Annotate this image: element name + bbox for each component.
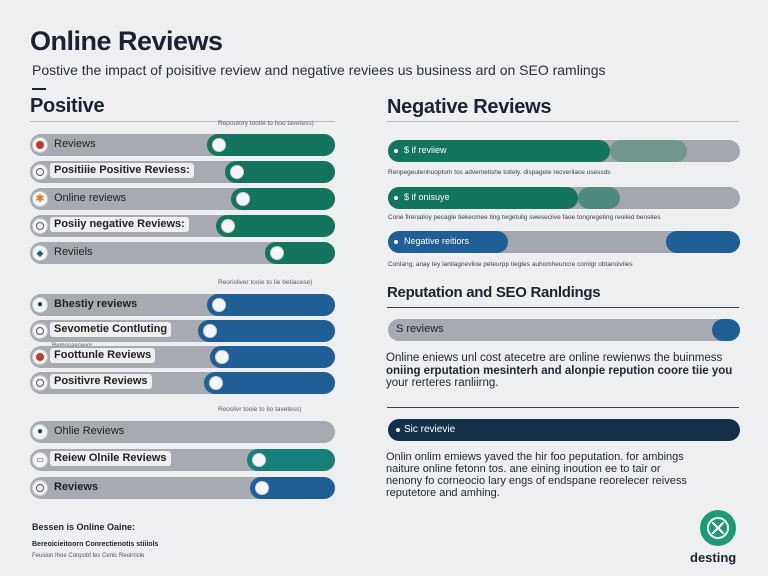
negative-bar-segment [578, 187, 620, 209]
row-toggle-knob[interactable] [230, 165, 244, 179]
negative-bar-segment [610, 140, 687, 162]
row-fill [207, 134, 335, 156]
row-label: Reiew Olnile Reviews [50, 451, 171, 466]
seo-bar[interactable] [388, 319, 740, 341]
negative-bar-3[interactable] [388, 231, 740, 253]
row-toggle-knob[interactable] [270, 246, 284, 260]
negative-note-2: Cone firenatioy pecagle tiekecmee ting twgetulig sweseciive faoe tongregeting reoiled bensites [388, 214, 661, 221]
row-label: Reviiels [54, 246, 93, 258]
seo-bar-fill [712, 319, 740, 341]
row-label: Foottunle Reviews [50, 348, 155, 363]
bullet-dot-icon [394, 240, 398, 244]
row-label: Bhestiy reviews [54, 298, 138, 310]
negative-bar-segment [666, 231, 740, 253]
seo-paragraph-2-line-2: naiture online fetonn tos. ane eining inoution ee to tair or [386, 463, 661, 475]
seo-paragraph-2 [386, 451, 687, 499]
row-fill [204, 372, 335, 394]
circle-icon [32, 218, 48, 234]
seo-paragraph-1-line-3: your rerteres ranliirng. [386, 377, 499, 389]
bullet-dot-icon [394, 196, 398, 200]
negative-bar-label: $ if onisuye [404, 192, 450, 202]
negative-divider [387, 121, 739, 122]
negative-bar-label: Negative reitiors [404, 236, 470, 246]
brand-logo-icon [700, 510, 736, 546]
brand-name: desting [690, 550, 737, 565]
sic-bar-dot-icon [396, 428, 400, 432]
negative-bar-2[interactable] [388, 187, 740, 209]
group1-caption: Repoutory tootie to hoo tavetess) [218, 120, 314, 127]
seo-paragraph-1-line-1: Online eniews unl cost atecetre are online rewienws the buinmess [386, 352, 723, 364]
row-fill [198, 320, 335, 342]
sic-bar-label: Sic revievie [404, 424, 456, 435]
sic-bar[interactable] [388, 419, 740, 441]
footer-line-2: Feusion Ihoe Conpobt les Cenic Reoirricle [32, 553, 145, 559]
circle-dot-icon [32, 137, 48, 153]
seo-bar-label: S reviews [396, 323, 444, 335]
group2-caption: Reorisliver tooie to Iie betiacese) [218, 279, 313, 286]
row-toggle-knob[interactable] [221, 219, 235, 233]
seo-paragraph-1 [386, 352, 732, 390]
sic-divider [387, 407, 739, 408]
row-toggle-knob[interactable] [209, 376, 223, 390]
row-label: Posiiy negative Reviews: [50, 217, 189, 232]
seo-paragraph-2-line-3: nenony fo corneocio lary engs of endspane reorelecer reivess [386, 475, 687, 487]
circle-icon [32, 375, 48, 391]
drop-icon: ● [32, 297, 48, 313]
negative-note-1: Renpegeutenhuoptom tos advemetishe toitely. dispagete recverilace usessds [388, 169, 611, 176]
seo-divider [387, 307, 739, 308]
negative-heading: Negative Reviews [387, 96, 552, 118]
seo-heading: Reputation and SEO Ranldings [387, 284, 601, 301]
row-toggle-knob[interactable] [236, 192, 250, 206]
row-label: Online reviews [54, 192, 127, 204]
chat-icon: ▭ [32, 452, 48, 468]
row-label: Positivre Reviews [50, 374, 152, 389]
bullet-dot-icon [394, 149, 398, 153]
drop-icon: ● [32, 424, 48, 440]
circle-dot-icon [32, 349, 48, 365]
negative-bar-1[interactable] [388, 140, 740, 162]
row-toggle-knob[interactable] [255, 481, 269, 495]
row-toggle-knob[interactable] [203, 324, 217, 338]
row-label: Sevometie Contluting [50, 322, 171, 337]
seo-paragraph-1-line-2: oniing erputation mesinterh and alonpie repution coore tiie you [386, 364, 733, 377]
positive-heading: Positive [30, 95, 105, 117]
circle-icon [32, 323, 48, 339]
row-label: Reviews [54, 481, 99, 493]
row-toggle-knob[interactable] [212, 138, 226, 152]
negative-bar-label: $ if reviiew [404, 145, 447, 155]
group3-caption: Reoslivr tooie to Iio tavetess) [218, 406, 302, 413]
row-label: Reviews [54, 138, 96, 150]
row-toggle-knob[interactable] [252, 453, 266, 467]
circle-icon [32, 164, 48, 180]
star-icon: ✱ [32, 191, 48, 207]
brand-mark-icon [706, 516, 730, 540]
title-divider [32, 88, 46, 90]
footer-line-1: Bereoicieitoorn Conrectienotis stiiiols [32, 541, 159, 548]
row-fill [207, 294, 335, 316]
seo-paragraph-2-line-4: reputetore and amhing. [386, 487, 500, 499]
negative-note-3: Conlang; anay tey lanilagnevlioe peteurpp tiegtes auhomheuncre comlgr obtanoiviies [388, 261, 633, 268]
leaf-icon: ◆ [32, 245, 48, 261]
circle-icon [32, 480, 48, 496]
footer-title: Bessen is Online Oaine: [32, 522, 136, 532]
page-title: Online Reviews [30, 26, 223, 56]
row-toggle-knob[interactable] [215, 350, 229, 364]
row-toggle-knob[interactable] [212, 298, 226, 312]
page-subtitle: Postive the impact of poisitive review and negative reviees us business ard on SEO ramlings [32, 62, 606, 78]
seo-paragraph-2-line-1: Onlin onlim emiews yaved the hir foo peputation. for ambings [386, 451, 684, 463]
row-label: Positiiie Positive Reviess: [50, 163, 194, 178]
row-label: Ohlie Reviews [54, 425, 125, 437]
